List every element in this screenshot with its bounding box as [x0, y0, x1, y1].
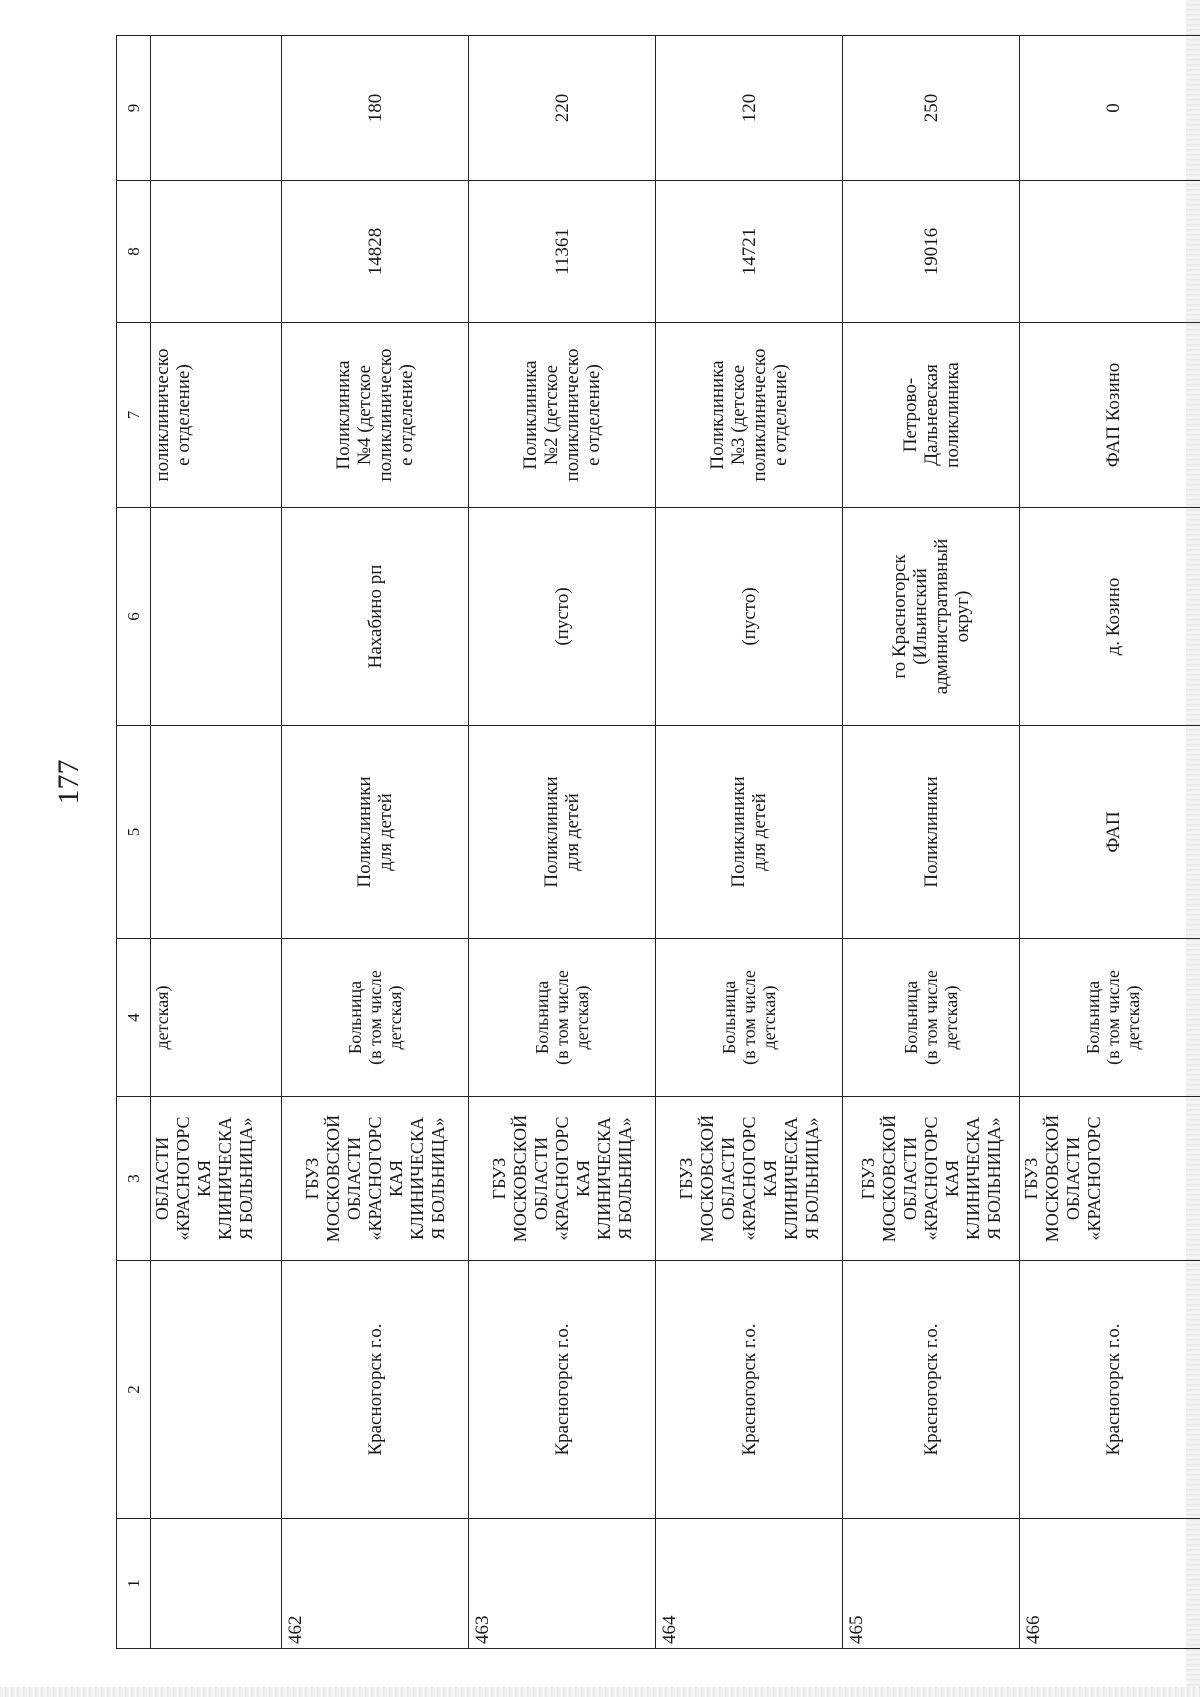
text-line: КАЯ	[194, 1160, 214, 1198]
text-line: КАЯ	[385, 1160, 406, 1198]
table-header-row	[117, 36, 151, 1649]
text-line: МОСКОВСКОЙ	[696, 1114, 717, 1243]
text-line: (Ильинский	[910, 568, 931, 665]
text-line: детская)	[1123, 985, 1143, 1050]
cell-value-9: 250	[843, 36, 1020, 181]
text-line: поликлиническо	[749, 348, 770, 482]
text-line: детская)	[941, 985, 961, 1050]
text-line: ОБЛАСТИ	[152, 1136, 172, 1221]
cell-kind	[282, 726, 469, 939]
text-line: ФАП	[1102, 811, 1124, 853]
text-line: детская)	[152, 985, 172, 1050]
table-row	[469, 36, 656, 1649]
cell-number: 462	[282, 1519, 469, 1649]
cell-location	[843, 508, 1020, 726]
text-line: ГБУЗ	[1021, 1157, 1041, 1200]
cell-organization	[151, 1097, 282, 1261]
scan-bottom-edge	[0, 1687, 1200, 1697]
text-line: КЛИНИЧЕСКА	[215, 1117, 235, 1240]
cell-unit	[282, 323, 469, 508]
cell-location	[656, 508, 843, 726]
text-line: для детей	[749, 793, 770, 871]
text-line: КАЯ	[572, 1160, 593, 1198]
cell-kind	[1020, 726, 1200, 939]
cell-unit	[469, 323, 656, 508]
cell-facility-type	[151, 939, 282, 1097]
cell-value-9: 120	[656, 36, 843, 181]
cell-value-9: 220	[469, 36, 656, 181]
text-line: Я БОЛЬНИЦА»	[614, 1117, 635, 1240]
text-line: (в том числе	[739, 970, 759, 1065]
cell-municipality: Красногорск г.о.	[282, 1261, 469, 1519]
cell-number: 463	[469, 1519, 656, 1649]
header-cell: 1	[117, 1519, 151, 1649]
header-cell: 2	[117, 1261, 151, 1519]
text-line: (в том числе	[1103, 970, 1123, 1065]
cell-value-8: 19016	[843, 181, 1020, 323]
text-line: детская)	[572, 985, 592, 1050]
cell-municipality: Красногорск г.о.	[469, 1261, 656, 1519]
cell-facility-type	[282, 939, 469, 1097]
cell-municipality: Красногорск г.о.	[843, 1261, 1020, 1519]
text-line: №3 (детское	[728, 364, 749, 466]
text-line: (в том числе	[921, 970, 941, 1065]
text-line: Больница	[532, 980, 552, 1055]
cell-value-9: 0	[1020, 36, 1200, 181]
text-line: Дальневская	[920, 364, 942, 466]
cell-value-8: 14828	[282, 181, 469, 323]
text-line: поликлиника	[941, 362, 963, 468]
header-cell: 6	[117, 508, 151, 726]
text-line: административный	[931, 538, 952, 695]
text-line: ГБУЗ	[301, 1157, 322, 1200]
cell-kind	[469, 726, 656, 939]
text-line: МОСКОВСКОЙ	[509, 1114, 530, 1243]
text-line: №2 (детское	[541, 364, 562, 466]
header-cell: 9	[117, 36, 151, 181]
cell-value-8	[1020, 181, 1200, 323]
text-line: детская)	[385, 985, 405, 1050]
text-line: «КРАСНОГОРС	[551, 1116, 572, 1241]
cell-organization	[656, 1097, 843, 1261]
page-number: 177	[52, 759, 85, 805]
cell-value-8	[151, 181, 282, 323]
continuation-row	[151, 36, 282, 1649]
cell-unit	[656, 323, 843, 508]
text-line: ГБУЗ	[857, 1157, 878, 1200]
text-line: КЛИНИЧЕСКА	[593, 1117, 614, 1240]
text-line: (пусто)	[738, 587, 760, 646]
text-line: е отделение)	[396, 364, 417, 466]
text-line: Больница	[719, 980, 739, 1055]
cell-municipality: Красногорск г.о.	[1020, 1261, 1200, 1519]
text-line: Поликлиники	[354, 776, 375, 888]
text-line: «КРАСНОГОРС	[1084, 1116, 1104, 1241]
text-line: Поликлиники	[541, 776, 562, 888]
cell-value-8: 14721	[656, 181, 843, 323]
text-line: поликлиническо	[562, 348, 583, 482]
text-line: «КРАСНОГОРС	[738, 1116, 759, 1241]
table-row	[282, 36, 469, 1649]
text-line: МОСКОВСКОЙ	[878, 1114, 899, 1243]
text-line: Я БОЛЬНИЦА»	[801, 1117, 822, 1240]
text-line: Петрово-	[899, 377, 921, 453]
cell-number	[151, 1519, 282, 1649]
cell-facility-type	[843, 939, 1020, 1097]
text-line: ГБУЗ	[488, 1157, 509, 1200]
text-line: го Красногорск	[889, 554, 910, 679]
text-line: ГБУЗ	[675, 1157, 696, 1200]
header-cell: 5	[117, 726, 151, 939]
text-line: ФАП Козино	[1102, 362, 1124, 468]
text-line: поликлиническо	[375, 348, 396, 482]
table-row	[1020, 36, 1200, 1649]
header-cell: 8	[117, 181, 151, 323]
text-line: Я БОЛЬНИЦА»	[236, 1117, 256, 1240]
text-line: КЛИНИЧЕСКА	[962, 1117, 983, 1240]
text-line: Поликлиника	[707, 360, 728, 470]
text-line: Поликлиника	[333, 360, 354, 470]
text-line: ОБЛАСТИ	[343, 1136, 364, 1221]
text-line: округ)	[952, 590, 973, 643]
text-line: КЛИНИЧЕСКА	[780, 1117, 801, 1240]
cell-location	[469, 508, 656, 726]
text-line: Я БОЛЬНИЦА»	[427, 1117, 448, 1240]
text-line: (в том числе	[365, 970, 385, 1065]
text-line: ОБЛАСТИ	[1063, 1136, 1083, 1221]
text-line: Больница	[1083, 980, 1103, 1055]
cell-location	[151, 508, 282, 726]
cell-unit	[151, 323, 282, 508]
text-line: №4 (детское	[354, 364, 375, 466]
cell-unit	[1020, 323, 1200, 508]
text-line: КЛИНИЧЕСКА	[406, 1117, 427, 1240]
table-row	[656, 36, 843, 1649]
text-line: (пусто)	[551, 587, 573, 646]
header-cell: 7	[117, 323, 151, 508]
cell-organization	[843, 1097, 1020, 1261]
text-line: детская)	[759, 985, 779, 1050]
text-line: Поликлиника	[520, 360, 541, 470]
cell-value-9: 180	[282, 36, 469, 181]
cell-kind	[656, 726, 843, 939]
cell-organization	[469, 1097, 656, 1261]
text-line: КАЯ	[941, 1160, 962, 1198]
cell-facility-type	[469, 939, 656, 1097]
text-line: Поликлиники	[728, 776, 749, 888]
text-line: Больница	[901, 980, 921, 1055]
cell-kind	[843, 726, 1020, 939]
header-cell: 4	[117, 939, 151, 1097]
cell-municipality	[151, 1261, 282, 1519]
cell-unit	[843, 323, 1020, 508]
text-line: е отделение)	[173, 364, 194, 466]
text-line: Больница	[345, 980, 365, 1055]
text-line: «КРАСНОГОРС	[173, 1116, 193, 1241]
text-line: (в том числе	[552, 970, 572, 1065]
text-line: МОСКОВСКОЙ	[1042, 1114, 1062, 1243]
text-line: ОБЛАСТИ	[717, 1136, 738, 1221]
document-table	[116, 36, 1186, 1649]
cell-number: 466	[1020, 1519, 1200, 1649]
cell-facility-type	[1020, 939, 1200, 1097]
text-line: МОСКОВСКОЙ	[322, 1114, 343, 1243]
text-line: поликлиническо	[152, 348, 173, 482]
text-line: е отделение)	[583, 364, 604, 466]
text-line: Нахабино рп	[364, 564, 386, 669]
text-line: е отделение)	[770, 364, 791, 466]
header-cell: 3	[117, 1097, 151, 1261]
text-line: КАЯ	[759, 1160, 780, 1198]
text-line: Поликлиники	[920, 776, 942, 888]
cell-kind	[151, 726, 282, 939]
cell-organization	[282, 1097, 469, 1261]
cell-municipality: Красногорск г.о.	[656, 1261, 843, 1519]
text-line: Я БОЛЬНИЦА»	[983, 1117, 1004, 1240]
text-line: «КРАСНОГОРС	[364, 1116, 385, 1241]
text-line: для детей	[375, 793, 396, 871]
cell-number: 464	[656, 1519, 843, 1649]
table-row	[843, 36, 1020, 1649]
cell-location	[282, 508, 469, 726]
cell-location	[1020, 508, 1200, 726]
text-line: «КРАСНОГОРС	[920, 1116, 941, 1241]
cell-value-8: 11361	[469, 181, 656, 323]
text-line: ОБЛАСТИ	[899, 1136, 920, 1221]
text-line: д. Козино	[1102, 577, 1124, 656]
text-line: ОБЛАСТИ	[530, 1136, 551, 1221]
text-line: для детей	[562, 793, 583, 871]
cell-number: 465	[843, 1519, 1020, 1649]
cell-organization	[1020, 1097, 1200, 1261]
cell-value-9	[151, 36, 282, 181]
cell-facility-type	[656, 939, 843, 1097]
